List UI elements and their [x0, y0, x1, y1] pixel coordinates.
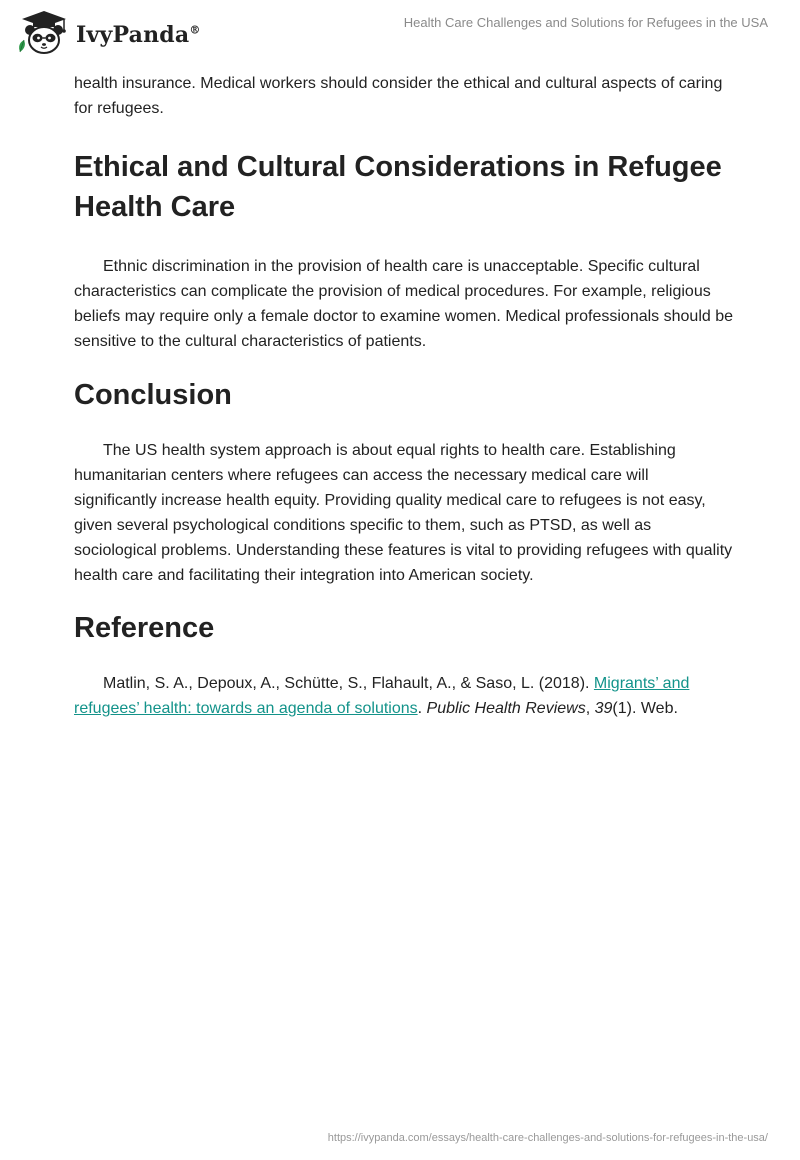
- intro-paragraph: health insurance. Medical workers should consider the ethical and cultural aspects of caring for refugees.: [74, 75, 723, 117]
- citation-comma: ,: [585, 700, 595, 717]
- page-header: [0, 0, 800, 70]
- registered-mark: ®: [189, 23, 201, 37]
- ivypanda-logo[interactable]: [14, 8, 201, 58]
- ethics-heading: Ethical and Cultural Considerations in Refugee Health Care: [74, 151, 722, 223]
- citation-volume: 39: [594, 700, 613, 717]
- document-title: Health Care Challenges and Solutions for Refugees in the USA: [403, 15, 768, 30]
- footer-url: https://ivypanda.com/essays/health-care-challenges-and-solutions-for-refugees-in-the-usa/: [327, 1132, 768, 1144]
- citation-after-link: .: [417, 700, 427, 717]
- conclusion-paragraph: The US health system approach is about equal rights to health care. Establishing humanitarian centers where refugees can access the necessary medical care will significantly increase health equity. Providing quality medical care to refugees is not easy, given several psychological conditions specific to them, such as PTSD, as well as sociological problems. Understanding these features is vital to providing refugees with quality health care and facilitating their integration into American society.: [74, 442, 733, 584]
- logo-wordmark: IvyPanda®: [76, 22, 201, 48]
- conclusion-heading: Conclusion: [74, 379, 232, 411]
- reference-heading: Reference: [74, 612, 215, 644]
- citation-rest: (1). Web.: [612, 700, 678, 717]
- reference-citation: [74, 671, 734, 721]
- citation-journal: Public Health Reviews: [426, 700, 586, 717]
- ethics-paragraph: Ethnic discrimination in the provision of health care is unacceptable. Specific cultural characteristics can complicate the provision of medical procedures. For example, religious beliefs may require only a female doctor to examine women. Medical professionals should be sensitive to the cultural characteristics of patients.: [74, 258, 734, 350]
- essay-body: [74, 71, 734, 721]
- citation-link[interactable]: Migrants’ and refugees’ health: towards an agenda of solutions: [74, 675, 690, 717]
- citation-authors: Matlin, S. A., Depoux, A., Schütte, S., Flahault, A., & Saso, L. (2018).: [103, 675, 594, 692]
- panda-graduate-icon: [14, 8, 74, 58]
